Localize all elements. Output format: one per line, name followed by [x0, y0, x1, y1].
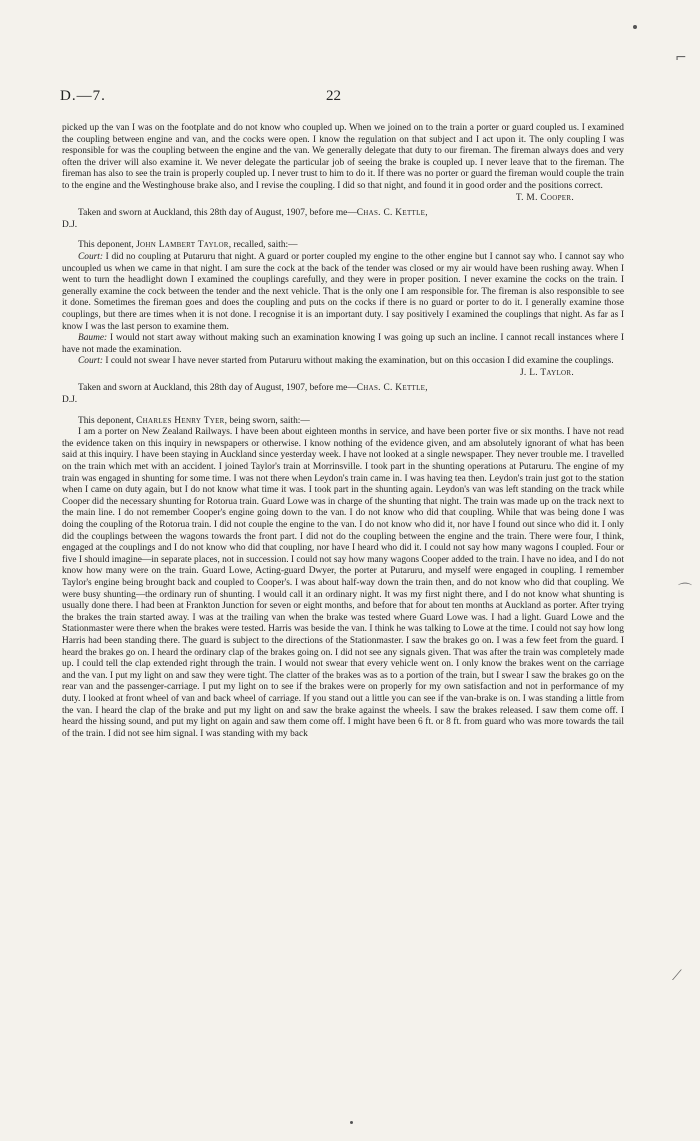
sworn-statement: Taken and sworn at Auckland, this 28th day of August, 1907, before me—Chas. C. Kettle,	[78, 383, 428, 394]
paragraph: I am a porter on New Zealand Railways. I have been about eighteen months in service, and have been porter five or six months. I have not read the evidence taken on this inquiry in newspapers or otherwise. I know nothing of the evidence given, and am absolutely ignorant of what has been said at this inquiry. I have been staying in Auckland since yesterday week. I have not looked at a single newspaper. They never trouble me. I travelled on the train which met with an accident. I joined Taylor's train at Morrinsville. I took part in the shunting operations at Putaruru. The engine of my train was engaged in shunting for some time. I was not there when Leydon's train came in. I was having tea then. Leydon's train just got to the station when I came on duty again, but I do not know what time it was. I took part in the shunting again. Leydon's van was left standing on the track while Cooper did the necessary shunting for Rotorua train. Guard Lowe was in charge of the shunting that night. The train was made up on the track next to the main line. I do not remember Cooper's engine going down to the van. I do not know who did that coupling. While that was being done I was doing the coupling of the Rotorua train. I did not couple the engine to the van. I do not know who did it, nor have I found out since who did it. I only did the couplings between the wagons towards the front part. I did not do the coupling between the engine and the train. There were four, I think, engaged at the couplings and I do not know who did that coupling, nor have I heard who did it. I could not say how many wagons I coupled. Four or five I should imagine—in separate places, not in succession. I could not say how many wagons Cooper added to the train. I have no idea, and I do not know how many were on the train. Guard Lowe, Acting-guard Dwyer, the porter at Putaruru, and myself were engaged in coupling. I remember Taylor's engine being brought back and coupled to Cooper's. I was about half-way down the train then, and do not know who did that coupling. We were busy shunting—the ordinary run of shunting. I would call it an ordinary night. It was my first night there, and I do not know what shunting is usually done there. I had been at Frankton Junction for seven or eight months, and before that for about ten months at Auckland as porter. After trying the brakes the train started away. I was at the trailing van when the brake was tested where Guard Lowe was. I had a light. Guard Lowe and the Stationmaster were there when the brakes were tested. Harris was beside the van. I think he was talking to Lowe at the time. I could not say how long Harris had been standing there. The guard is subject to the directions of the Stationmaster. I saw the brakes go on. I was a few feet from the guard. I heard the brakes go on. I heard the ordinary clap of the brakes going on. I did not see any signals given. That was after the train was completely made up. I could tell the clap extended right through the train. I would not swear that every vehicle went on. I only know the brakes went on the carriage and the van. I put my light on and saw they were tight. The clatter of the brakes was as to a portion of the train, but I swear I saw the brakes go on the rear van and the passenger-carriage. I put my light on to see if the brakes were on properly for my own satisfaction and not in performance of my duty. I looked at front wheel of van and back wheel of carriage. If you stand out a little you can see if the van-brake is on. I was standing a little from the van. I heard the clap of the brake and put my light on and saw the brake against the wheels. I saw the brakes released. I saw them come off. I heard the hissing sound, and put my light on again and saw them come off. I might have been 6 ft. or 8 ft. from guard who was more towards the tail of the train. I did not see him signal. I was standing with my back	[62, 427, 624, 739]
sworn-title: D.J.	[62, 219, 78, 230]
page-header	[60, 88, 626, 108]
page-speck	[633, 25, 637, 29]
paragraph: Court: I did no coupling at Putaruru that night. A guard or porter coupled my engine to the other engine but I cannot say who. I cannot say who uncoupled us when we came in that night. I am sure the cock at the back of the tender was closed or my air would have been rushing away. When I went to turn the headlight down I examined the couplings carefully, and they were in proper position. I never examine the cocks on the train. I generally examine the cock between the tender and the next vehicle. That is the only one I am responsible for. The fireman is also responsible to see it done. Sometimes the fireman goes and does the coupling and puts on the cocks if there is no guard or porter to do it. I generally examine those couplings, but there are times when it is not done. I recognise it is an important duty. I say positively I examined the couplings that night. As far as I know I was the last person to examine them.	[62, 251, 624, 332]
margin-mark: ⌐	[675, 50, 687, 66]
document-body	[62, 123, 624, 740]
deponent-intro: This deponent, John Lambert Taylor, recalled, saith:—	[78, 240, 298, 251]
paragraph: Baume: I would not start away without making such an examination knowing I was going up such an incline. I cannot recall instances where I have not made the examination.	[62, 333, 624, 355]
paragraph: picked up the van I was on the footplate and do not know who coupled up. When we joined on to the train a porter or guard coupled us. I examined the coupling between engine and van, and the cocks were open. I know the regulation on that subject and I act upon it. The only coupling I was responsible for was the coupling between the engine and the van. We generally delegate that duty to our fireman. The fireman always does and very often the driver will also examine it. We never delegate the particular job of seeing the brake is coupled up. I never leave that to the fireman. The fireman has also to see the train is properly coupled up. I never trust to him to do it. If there was no porter or guard the fireman would couple the train to the engine and the Westinghouse brake also, and I revise the coupling. I did so that night, and found it in good order and the positions correct.	[62, 123, 624, 191]
document-reference: D.—7.	[60, 88, 106, 104]
paragraph: Court: I could not swear I have never started from Putaruru without making the examination, but on this occasion I did examine the couplings.	[78, 356, 614, 367]
signature: T. M. Cooper.	[515, 192, 574, 203]
deponent-intro: This deponent, Charles Henry Tyer, being sworn, saith:—	[78, 415, 310, 426]
sworn-statement: Taken and sworn at Auckland, this 28th day of August, 1907, before me—Chas. C. Kettle,	[78, 208, 428, 219]
sworn-title: D.J.	[62, 395, 78, 406]
signature: J. L. Taylor.	[519, 367, 574, 378]
page-speck	[350, 1121, 353, 1124]
margin-mark: ⟋	[672, 968, 682, 984]
page-number: 22	[326, 88, 341, 104]
margin-mark: ⌒	[678, 583, 692, 599]
